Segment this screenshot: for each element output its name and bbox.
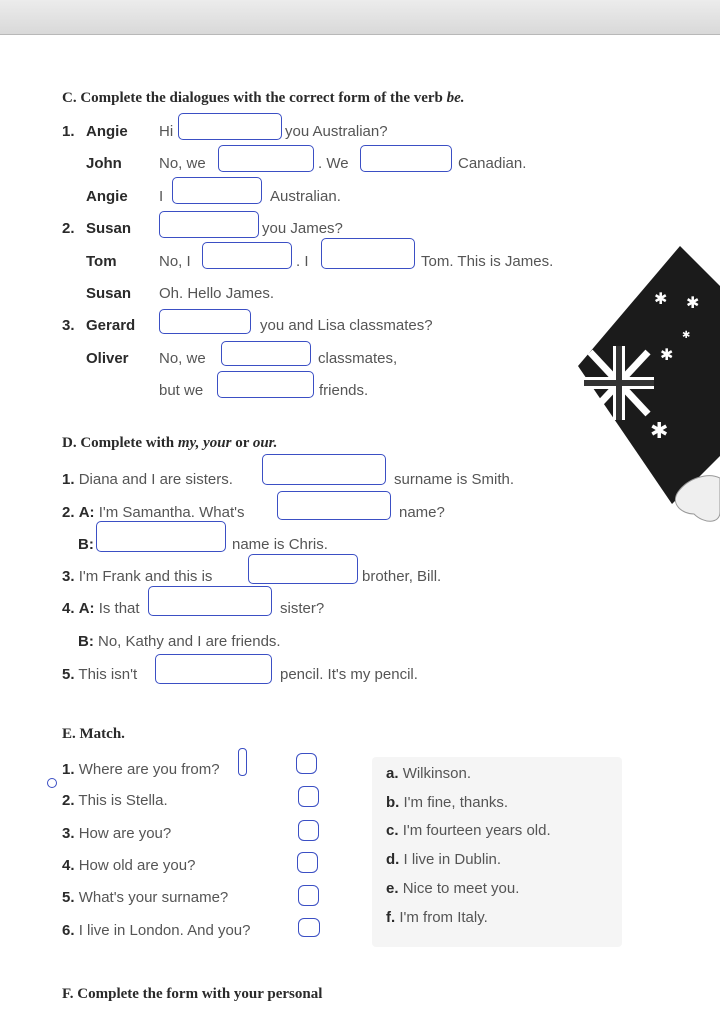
exercise-text: name? xyxy=(399,504,445,521)
australian-flag-illustration xyxy=(570,242,720,542)
match-box[interactable] xyxy=(298,918,320,937)
answer-box[interactable] xyxy=(178,113,282,140)
exercise-line: 3. I'm Frank and this is xyxy=(62,568,213,585)
match-box[interactable] xyxy=(297,852,318,873)
speaker-name: Gerard xyxy=(86,317,136,334)
dialogue-text: Canadian. xyxy=(458,155,527,172)
top-toolbar xyxy=(0,0,720,35)
exercise-text: brother, Bill. xyxy=(362,568,442,585)
answer-box[interactable] xyxy=(148,586,272,616)
dialogue-text: you and Lisa classmates? xyxy=(260,317,433,334)
svg-text:✱: ✱ xyxy=(660,345,674,364)
question-item: 6. I live in London. And you? xyxy=(62,922,251,939)
text-cursor-box[interactable] xyxy=(238,748,247,776)
dialogue-text: you James? xyxy=(262,220,343,237)
svg-text:✱: ✱ xyxy=(654,289,668,308)
exercise-line: 1. Diana and I are sisters. xyxy=(62,471,233,488)
answer-box[interactable] xyxy=(159,211,259,238)
section-f-heading: F. Complete the form with your personal xyxy=(62,986,323,1002)
answer-box[interactable] xyxy=(155,654,272,684)
speaker-name: Angie xyxy=(86,123,128,140)
answer-box[interactable] xyxy=(221,341,311,366)
answer-box[interactable] xyxy=(277,491,391,520)
exercise-line: B: No, Kathy and I are friends. xyxy=(78,633,281,650)
match-box[interactable] xyxy=(298,885,319,906)
exercise-line: 2. A: I'm Samantha. What's xyxy=(62,504,245,521)
dialogue-text: I xyxy=(159,188,164,205)
dialogue-text: friends. xyxy=(319,382,369,399)
answer-box[interactable] xyxy=(248,554,358,584)
question-item: 3. How are you? xyxy=(62,825,172,842)
dialogue-text: . I xyxy=(296,253,309,270)
item-number: 2. xyxy=(62,220,75,237)
dialogue-text: Hi xyxy=(159,123,174,140)
dialogue-text: . We xyxy=(318,155,349,172)
dialogue-text: you Australian? xyxy=(285,123,388,140)
dialogue-text: No, we xyxy=(159,350,206,367)
question-item: 4. How old are you? xyxy=(62,857,196,874)
dialogue-text: No, we xyxy=(159,155,206,172)
exercise-text: sister? xyxy=(280,600,325,617)
answer-option: e. Nice to meet you. xyxy=(386,880,520,897)
exercise-text: surname is Smith. xyxy=(394,471,515,488)
answer-option: f. I'm from Italy. xyxy=(386,909,488,926)
exercise-line: 4. A: Is that xyxy=(62,600,140,617)
speaker-name: Susan xyxy=(86,285,132,302)
question-item: 1. Where are you from? xyxy=(62,761,220,778)
section-e-heading: E. Match. xyxy=(62,726,125,742)
dialogue-text: classmates, xyxy=(318,350,398,367)
speaker-name: Tom xyxy=(86,253,117,270)
section-d-heading: D. Complete with my, your or our. xyxy=(62,435,278,451)
svg-text:✱: ✱ xyxy=(650,419,669,444)
exercise-text: name is Chris. xyxy=(232,536,328,553)
answer-box[interactable] xyxy=(96,521,226,552)
speaker-name: John xyxy=(86,155,122,172)
question-item: 5. What's your surname? xyxy=(62,889,229,906)
match-box[interactable] xyxy=(298,820,319,841)
answer-box[interactable] xyxy=(218,145,314,172)
item-number: 3. xyxy=(62,317,75,334)
answer-box[interactable] xyxy=(217,371,314,398)
answer-box[interactable] xyxy=(360,145,452,172)
section-c-heading: C. Complete the dialogues with the correct form of the verb be. xyxy=(62,90,465,106)
anchor-handle-icon[interactable] xyxy=(47,778,57,788)
answer-option: c. I'm fourteen years old. xyxy=(386,822,551,839)
speaker-name: Oliver xyxy=(86,350,129,367)
match-box[interactable] xyxy=(296,753,317,774)
answer-option: a. Wilkinson. xyxy=(386,765,472,782)
dialogue-text: but we xyxy=(159,382,204,399)
dialogue-text: Tom. This is James. xyxy=(421,253,554,270)
svg-text:✱: ✱ xyxy=(686,293,700,312)
dialogue-text: Oh. Hello James. xyxy=(159,285,275,302)
match-box[interactable] xyxy=(298,786,319,807)
speaker-label: B: xyxy=(78,536,94,553)
answer-option: b. I'm fine, thanks. xyxy=(386,794,509,811)
dialogue-text: Australian. xyxy=(270,188,341,205)
answer-option: d. I live in Dublin. xyxy=(386,851,502,868)
svg-text:✱: ✱ xyxy=(682,330,691,341)
answer-box[interactable] xyxy=(172,177,262,204)
answer-box[interactable] xyxy=(159,309,251,334)
dialogue-text: No, I xyxy=(159,253,191,270)
answer-box[interactable] xyxy=(321,238,415,269)
speaker-name: Angie xyxy=(86,188,128,205)
item-number: 1. xyxy=(62,123,75,140)
exercise-line: 5. This isn't xyxy=(62,666,138,683)
exercise-text: pencil. It's my pencil. xyxy=(280,666,418,683)
question-item: 2. This is Stella. xyxy=(62,792,168,809)
answer-box[interactable] xyxy=(202,242,292,269)
speaker-name: Susan xyxy=(86,220,132,237)
answer-box[interactable] xyxy=(262,454,386,485)
